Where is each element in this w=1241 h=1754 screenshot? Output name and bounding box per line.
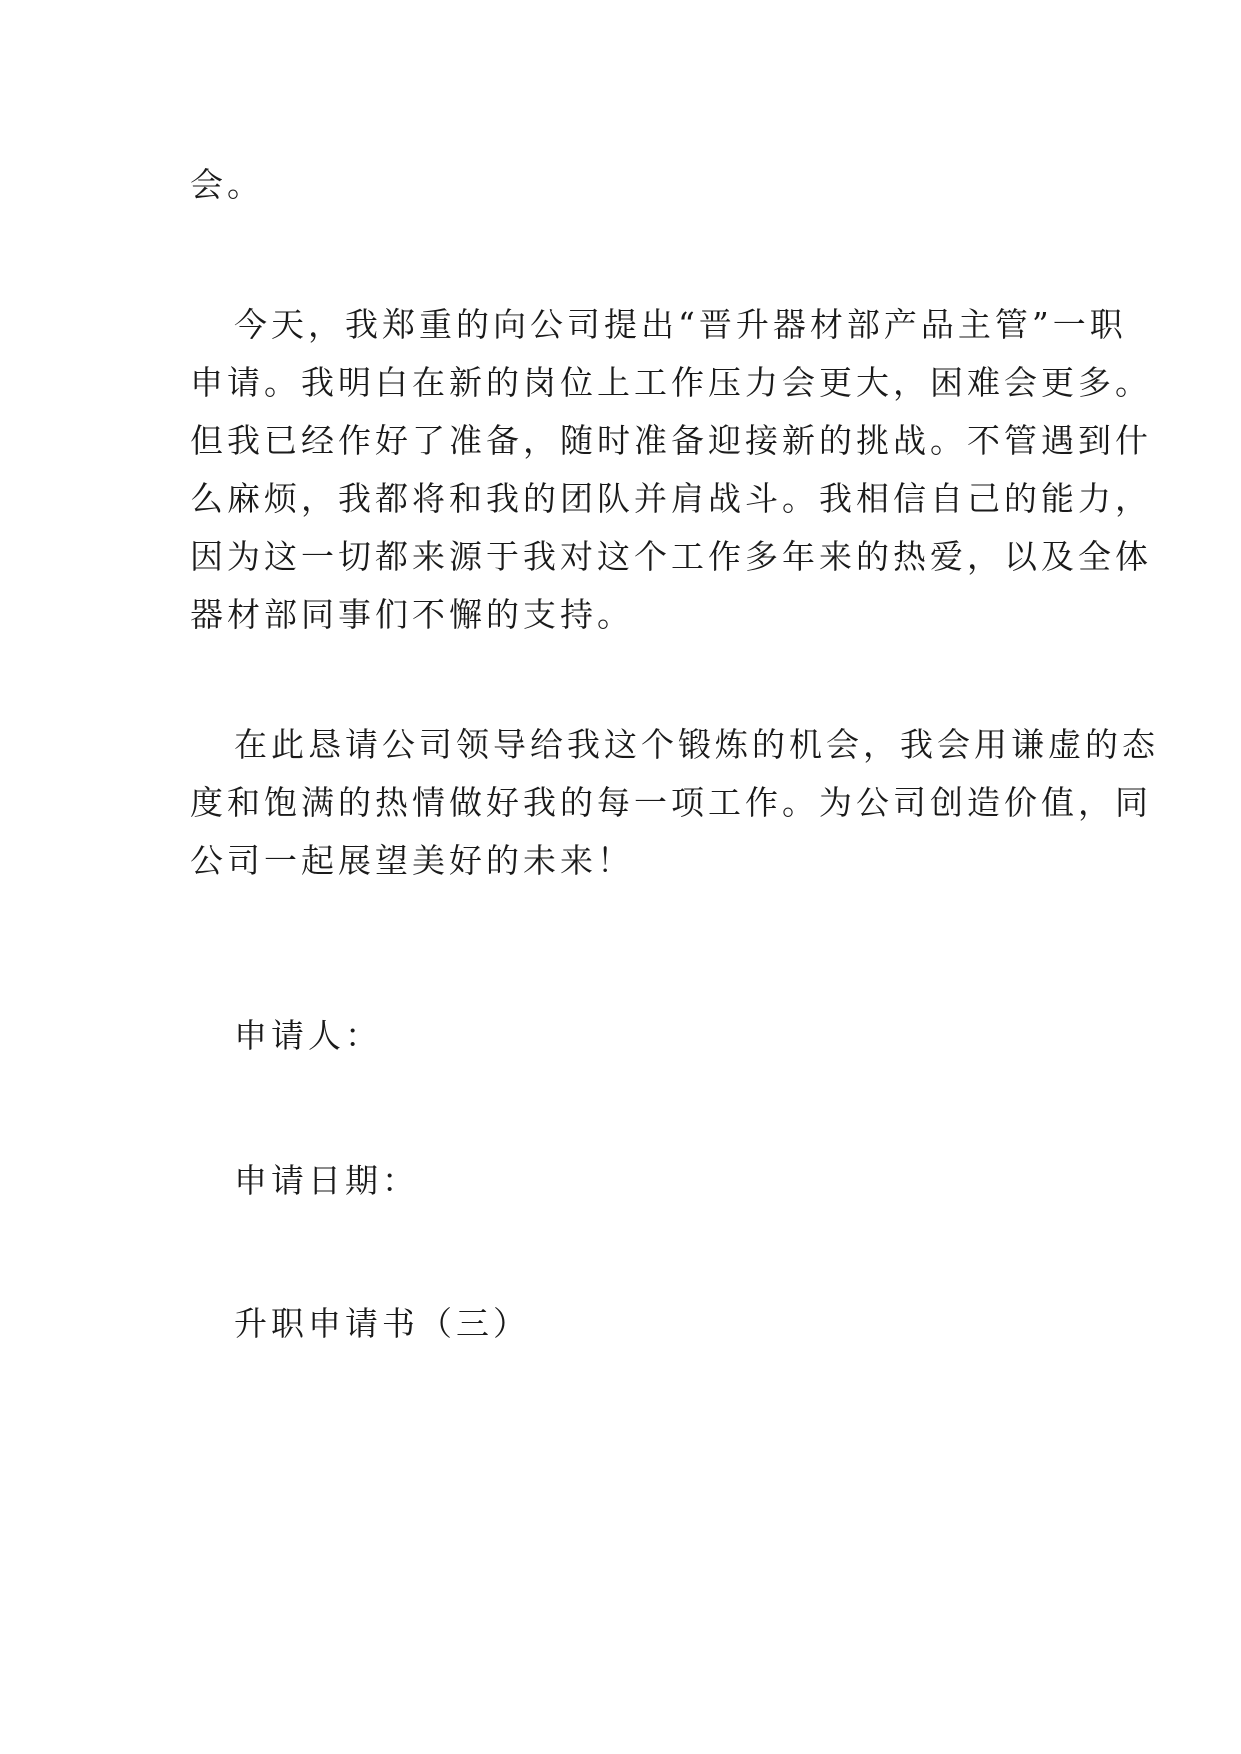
text-line: 申请。我明白在新的岗位上工作压力会更大，困难会更多。 (190, 363, 1152, 402)
paragraph-promotion-request (190, 296, 1152, 644)
text-line: 么麻烦，我都将和我的团队并肩战斗。我相信自己的能力， (190, 479, 1152, 518)
text-line: 会。 (190, 165, 264, 204)
text-line: 因为这一切都来源于我对这个工作多年来的热爱，以及全体 (190, 537, 1152, 576)
paragraph-continuation (190, 156, 1060, 214)
section-heading (190, 1295, 1060, 1353)
applicant-line (190, 1007, 1060, 1065)
paragraph-closing-request (190, 716, 1159, 890)
text-line: 公司一起展望美好的未来！ (190, 841, 634, 880)
text-line: 器材部同事们不懈的支持。 (190, 595, 634, 634)
date-label: 申请日期： (234, 1161, 419, 1200)
applicant-label: 申请人： (234, 1016, 382, 1055)
date-line (190, 1152, 1060, 1210)
text-line: 在此恳请公司领导给我这个锻炼的机会，我会用谦虚的态 (234, 725, 1159, 764)
text-line: 但我已经作好了准备，随时准备迎接新的挑战。不管遇到什 (190, 421, 1152, 460)
text-line: 今天，我郑重的向公司提出“晋升器材部产品主管”一职 (234, 305, 1127, 344)
next-section-title: 升职申请书（三） (234, 1304, 530, 1343)
text-line: 度和饱满的热情做好我的每一项工作。为公司创造价值，同 (190, 783, 1152, 822)
